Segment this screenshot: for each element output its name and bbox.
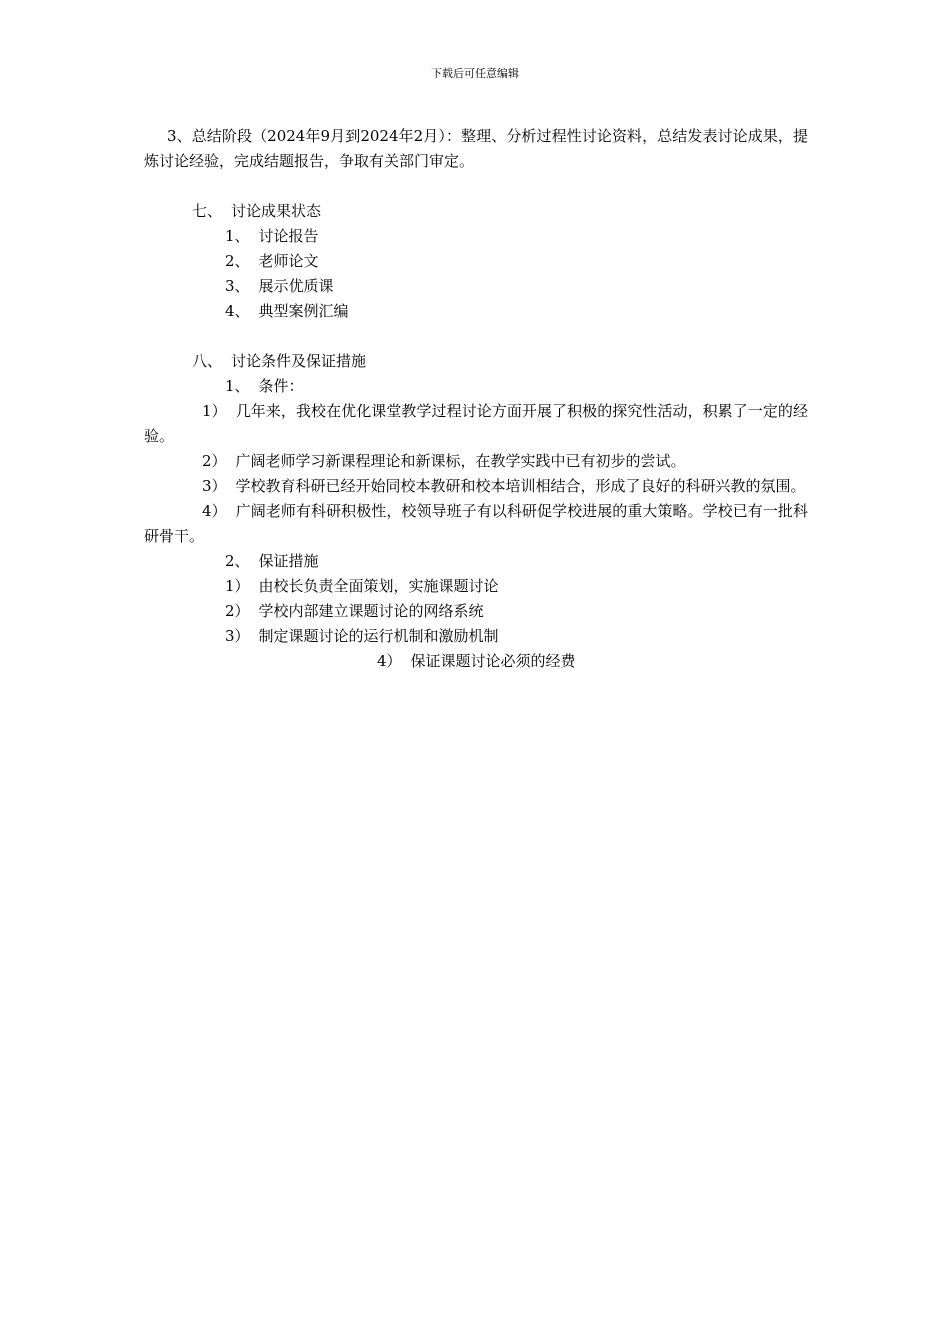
item-text: 保证措施	[258, 552, 319, 570]
item-number: 3）	[225, 627, 250, 645]
item-text: 保证课题讨论必须的经费	[410, 652, 576, 670]
item-number: 3）	[202, 477, 227, 495]
item-text: 展示优质课	[258, 277, 334, 295]
section-number: 七、	[192, 202, 223, 220]
condition-paragraph	[144, 474, 808, 499]
condition-paragraph	[144, 449, 808, 474]
item-number: 4）	[202, 502, 227, 520]
measure-item	[144, 649, 808, 674]
list-item	[144, 249, 808, 274]
item-number: 4）	[377, 652, 402, 670]
item-text: 广阔老师学习新课程理论和新课标，在教学实践中已有初步的尝试。	[235, 452, 686, 470]
item-text: 典型案例汇编	[258, 302, 349, 320]
item-number: 1、	[225, 227, 250, 245]
item-text: 条件：	[258, 377, 304, 395]
item-text: 老师论文	[258, 252, 319, 270]
item-number: 2）	[202, 452, 227, 470]
section-title: 讨论条件及保证措施	[231, 352, 367, 370]
item-number: 3、	[225, 277, 250, 295]
item-number: 2、	[225, 252, 250, 270]
page-header: 下载后可任意编辑	[431, 67, 519, 80]
measure-item	[144, 574, 808, 599]
section-title: 讨论成果状态	[231, 202, 322, 220]
section-8-heading	[144, 349, 808, 374]
item-number: 1、	[225, 377, 250, 395]
condition-paragraph	[144, 399, 808, 449]
list-item	[144, 299, 808, 324]
section-7-heading	[144, 199, 808, 224]
item-text: 讨论报告	[258, 227, 319, 245]
item-number: 4、	[225, 302, 250, 320]
item-text: 学校内部建立课题讨论的网络系统	[258, 602, 484, 620]
intro-paragraph: 3、总结阶段（2024年9月到2024年2月）：整理、分析过程性讨论资料，总结发表讨论成果，提炼讨论经验，完成结题报告，争取有关部门审定。	[144, 127, 808, 170]
measures-heading	[144, 549, 808, 574]
measure-item	[144, 599, 808, 624]
item-text: 由校长负责全面策划，实施课题讨论	[258, 577, 499, 595]
condition-paragraph	[144, 499, 808, 549]
list-item	[144, 274, 808, 299]
item-text: 几年来，我校在优化课堂教学过程讨论方面开展了积极的探究性活动，积累了一定的经验。	[144, 402, 808, 445]
conditions-heading	[144, 374, 808, 399]
section-number: 八、	[192, 352, 223, 370]
item-number: 2）	[225, 602, 250, 620]
measure-item	[144, 624, 808, 649]
item-number: 1）	[225, 577, 250, 595]
item-text: 制定课题讨论的运行机制和激励机制	[258, 627, 499, 645]
item-number: 1）	[202, 402, 227, 420]
item-number: 2、	[225, 552, 250, 570]
document-body	[144, 124, 808, 674]
item-text: 学校教育科研已经开始同校本教研和校本培训相结合，形成了良好的科研兴教的氛围。	[235, 477, 806, 495]
list-item	[144, 224, 808, 249]
item-text: 广阔老师有科研积极性，校领导班子有以科研促学校进展的重大策略。学校已有一批科研骨干。	[144, 502, 808, 545]
